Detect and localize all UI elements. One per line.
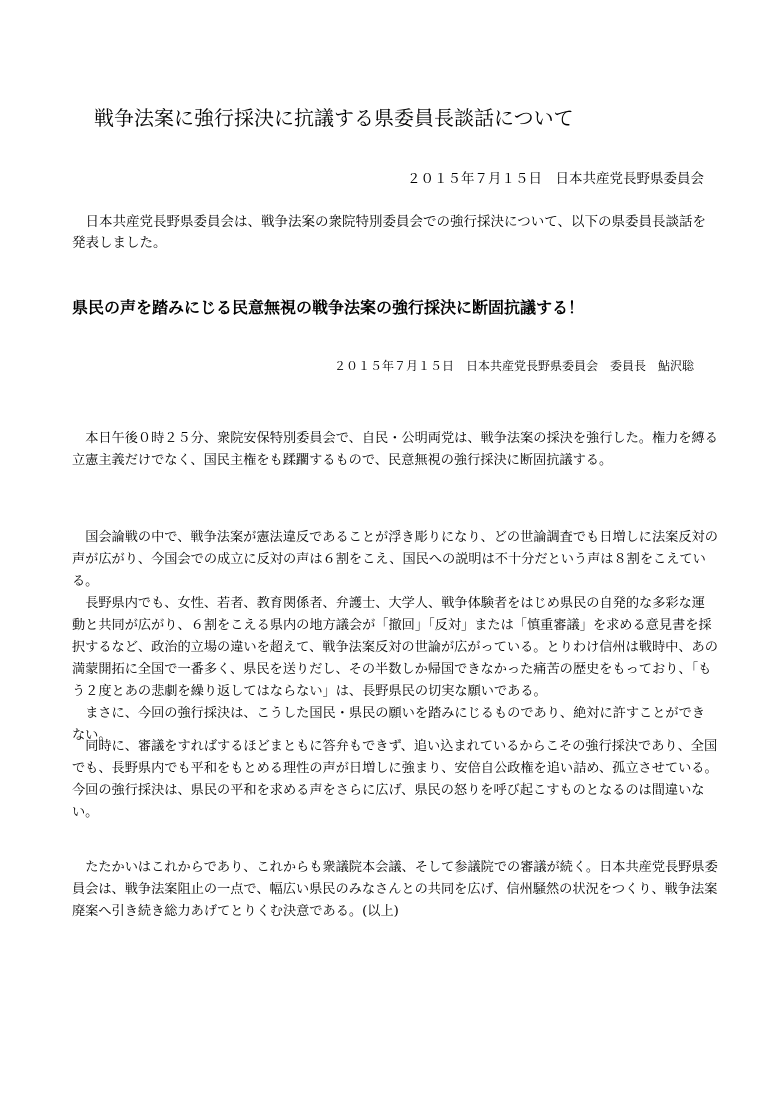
statement-paragraph: たたかいはこれからであり、これからも衆議院本会議、そして参議院での審議が続く。日本共産党長野県委員会は、戦争法案阻止の一点で、幅広い県民のみなさんとの共同を広げ、信州騒然の状況をつくり、戦争法案廃案へ引き続き総力あげてとりくむ決意である。(以上) xyxy=(72,860,718,919)
statement-section-2 xyxy=(72,527,718,747)
statement-section-3 xyxy=(72,736,718,824)
statement-paragraph: 国会論戦の中で、戦争法案が憲法違反であることが浮き彫りになり、どの世論調査でも日増しに法案反対の声が広がり、今国会での成立に反対の声は６割をこえ、国民への説明は不十分だという声は８割をこえている。 xyxy=(72,530,718,589)
intro-paragraph: 日本共産党長野県委員会は、戦争法案の衆院特別委員会での強行採決について、以下の県委員長談話を発表しました。 xyxy=(72,214,706,251)
statement-section-4 xyxy=(72,857,718,923)
statement-paragraph: 同時に、審議をすればするほどまともに答弁もできず、追い込まれているからこその強行採決であり、全国でも、長野県内でも平和をもとめる理性の声が日増しに強まり、安倍自公政権を追い詰め、孤立させている。今回の強行採決は、県民の平和を求める声をさらに広げ、県民の怒りを呼び起こすものとなるのは間違いない。 xyxy=(72,739,718,820)
statement-dateline: ２０１５年７月１５日 日本共産党長野県委員会 委員長 鮎沢聡 xyxy=(333,359,694,373)
statement-section-1 xyxy=(72,428,718,472)
page-title: 戦争法案に強行採決に抗議する県委員長談話について xyxy=(94,106,574,130)
statement-paragraph: 本日午後０時２５分、衆院安保特別委員会で、自民・公明両党は、戦争法案の採決を強行した。権力を縛る立憲主義だけでなく、国民主権をも蹂躙するもので、民意無視の強行採決に断固抗議する。 xyxy=(72,431,718,468)
dateline: ２０１５年７月１５日 日本共産党長野県委員会 xyxy=(407,171,704,187)
statement-paragraph: まさに、今回の強行採決は、こうした国民・県民の願いを踏みにじるものであり、絶対に許すことができない。 xyxy=(72,706,705,743)
statement-paragraph: 長野県内でも、女性、若者、教育関係者、弁護士、大学人、戦争体験者をはじめ県民の自発的な多彩な運動と共同が広がり、６割をこえる県内の地方議会が「撤回」「反対」または「慎重審議」を求める意見書を採択するなど、政治的立場の違いを超えて、戦争法案反対の世論が広がっている。とりわけ信州は戦時中、あの満蒙開拓に全国で一番多く、県民を送りだし、その半数しか帰国できなかった痛苦の歴史をもっており、「もう２度とあの悲劇を繰り返してはならない」は、長野県民の切実な願いである。 xyxy=(72,596,718,699)
statement-headline: 県民の声を踏みにじる民意無視の戦争法案の強行採決に断固抗議する！ xyxy=(72,298,585,317)
